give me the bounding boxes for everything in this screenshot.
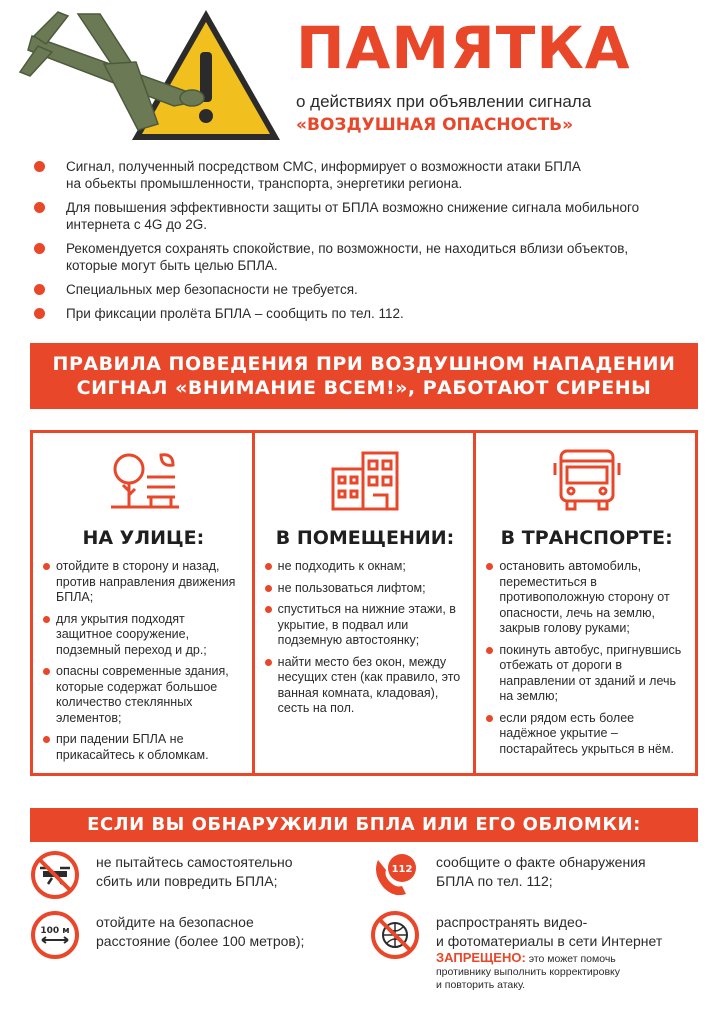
tree-bench-icon	[103, 447, 183, 511]
bullet-icon	[34, 308, 45, 319]
bus-icon	[547, 447, 627, 511]
list-item: Рекомендуется сохранять спокойствие, по возможности, не находиться вблизи объектов, которые могут быть целью БПЛА.	[34, 240, 704, 274]
rules-columns	[30, 430, 698, 776]
bullet-icon	[43, 563, 50, 570]
list-item: остановить автомобиль, переместиться в противоположную сторону от опасности, лечь на землю, закрыв голову руками;	[486, 559, 687, 637]
bullet-icon	[43, 736, 50, 743]
signal-name: «ВОЗДУШНАЯ ОПАСНОСТЬ»	[296, 115, 574, 135]
bullet-icon	[34, 202, 45, 213]
header	[0, 0, 724, 150]
list-item: спуститься на нижние этажи, в укрытие, в подвал или подземную автостоянку;	[265, 602, 466, 649]
column-street	[33, 433, 252, 773]
page-subtitle: о действиях при объявлении сигнала	[296, 92, 592, 111]
bullet-icon	[34, 284, 45, 295]
list-item: если рядом есть более надёжное укрытие – постарайтесь укрыться в нём.	[486, 711, 687, 758]
column-indoors	[252, 433, 474, 773]
bullet-icon	[486, 647, 493, 654]
list-item: Для повышения эффективности защиты от БПЛА возможно снижение сигнала мобильного интернета с 4G до 2G.	[34, 199, 704, 233]
bullet-icon	[43, 616, 50, 623]
bullet-icon	[265, 606, 272, 613]
bullet-icon	[265, 563, 272, 570]
page-title: ПАМЯТКА	[296, 14, 631, 82]
no-drone-icon	[30, 850, 80, 900]
svg-text:100 м: 100 м	[40, 926, 70, 936]
list-item: найти место без окон, между несущих стен (как правило, это ванная комната, кладовая), сесть на пол.	[265, 655, 466, 717]
column-title: В ПОМЕЩЕНИИ:	[275, 527, 455, 549]
list-item: не пользоваться лифтом;	[265, 581, 466, 597]
list-item: отойдите в сторону и назад, против направления движения БПЛА;	[43, 559, 244, 606]
bullet-icon	[486, 563, 493, 570]
found-banner: ЕСЛИ ВЫ ОБНАРУЖИЛИ БПЛА ИЛИ ЕГО ОБЛОМКИ:	[30, 808, 698, 842]
info-list	[34, 158, 704, 329]
drone-warning-icon	[18, 6, 288, 146]
list-item: не подходить к окнам;	[265, 559, 466, 575]
column-transport	[473, 433, 695, 773]
list-item: при падении БПЛА не прикасайтесь к обломкам.	[43, 732, 244, 763]
list-item: При фиксации пролёта БПЛА – сообщить по тел. 112.	[34, 305, 704, 322]
list-item: Сигнал, полученный посредством СМС, информирует о возможности атаки БПЛА на обьекты промышленности, транспорта, энергетики региона.	[34, 158, 704, 192]
phone-112-icon	[370, 850, 420, 900]
column-title: НА УЛИЦЕ:	[82, 527, 205, 549]
rules-banner: ПРАВИЛА ПОВЕДЕНИЯ ПРИ ВОЗДУШНОМ НАПАДЕНИИ СИГНАЛ «ВНИМАНИЕ ВСЕМ!», РАБОТАЮТ СИРЕНЫ	[30, 343, 698, 409]
bullet-icon	[34, 161, 45, 172]
tips-section: не пытайтесь самостоятельно сбить или повредить БПЛА; 100 м отойдите на безопасное расстояние (более 100 метров); 112 сообщите о факте обнаружения БПЛА по тел. 112; распространять видео- и фотоматериалы в сети Интернет ЗАПРЕЩЕНО: это может помочь противнику выполнить корректировку и повторить атаку.	[30, 850, 698, 1020]
column-title: В ТРАНСПОРТЕ:	[500, 527, 673, 549]
buildings-icon	[325, 447, 405, 511]
svg-text:112: 112	[391, 864, 413, 875]
list-item: для укрытия подходят защитное сооружение, подземный переход и др.;	[43, 612, 244, 659]
distance-icon	[30, 910, 80, 960]
list-item: Специальных мер безопасности не требуется.	[34, 281, 704, 298]
no-internet-icon	[370, 910, 420, 960]
list-item: покинуть автобус, пригнувшись отбежать от дороги в направлении от зданий и лечь на землю;	[486, 643, 687, 705]
bullet-icon	[34, 243, 45, 254]
bullet-icon	[265, 585, 272, 592]
list-item: опасны современные здания, которые содержат большое количество стеклянных элементов;	[43, 664, 244, 726]
bullet-icon	[486, 715, 493, 722]
bullet-icon	[43, 668, 50, 675]
bullet-icon	[265, 659, 272, 666]
